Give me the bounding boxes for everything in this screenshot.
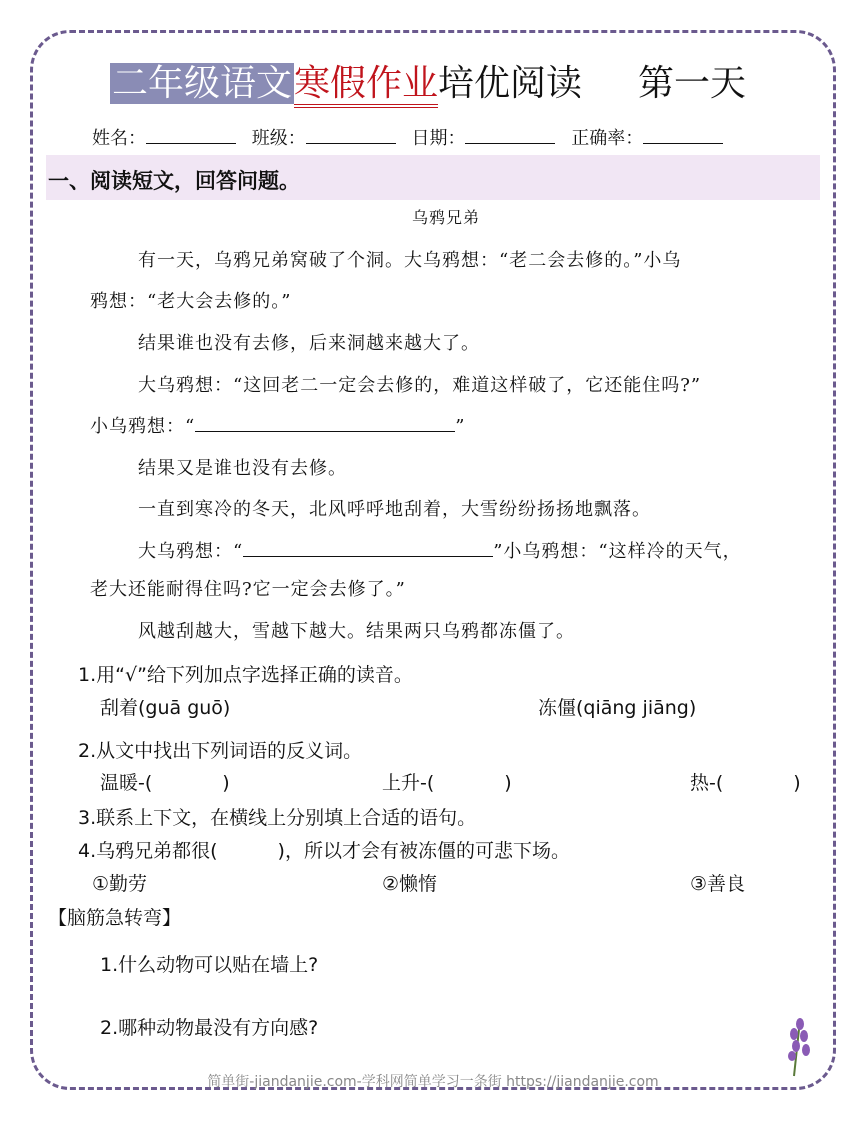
question-3: 3.联系上下文，在横线上分别填上合适的语句。 <box>78 807 477 829</box>
question-2: 2.从文中找出下列词语的反义词。 <box>78 740 363 762</box>
q4-option-1[interactable]: ①勤劳 <box>92 873 148 895</box>
passage-line: 老大还能耐得住吗?它一定会去修了。” <box>90 579 406 600</box>
q2-item-b[interactable]: 上升-( ) <box>382 772 512 794</box>
passage-line: 大乌鸦想：“这回老二一定会去修的，难道这样破了，它还能住吗?” <box>138 375 702 396</box>
passage-line: 一直到寒冷的冬天，北风呼呼地刮着，大雪纷纷扬扬地飘落。 <box>138 499 651 520</box>
q2-item-c[interactable]: 热-( ) <box>690 772 801 794</box>
answer-blank-2[interactable] <box>243 542 493 557</box>
passage-line: 小乌鸦想：“ ” <box>90 416 466 437</box>
passage-line: 有一天，乌鸦兄弟窝破了个洞。大乌鸦想：“老二会去修的。”小乌 <box>138 250 682 271</box>
date-field[interactable] <box>465 127 555 144</box>
passage-line: 风越刮越大，雪越下越大。结果两只乌鸦都冻僵了。 <box>138 621 575 642</box>
accuracy-field[interactable] <box>643 127 723 144</box>
passage-line: 大乌鸦想：“ ”小乌鸦想：“这样冷的天气， <box>138 541 742 562</box>
accuracy-label: 正确率： <box>571 128 644 149</box>
q4-option-2[interactable]: ②懒惰 <box>382 873 438 895</box>
info-row <box>92 124 723 150</box>
passage-line: 结果又是谁也没有去修。 <box>138 458 347 479</box>
question-1: 1.用“√”给下列加点字选择正确的读音。 <box>78 664 413 686</box>
brain-teaser-2: 2.哪种动物最没有方向感? <box>100 1017 319 1039</box>
q4-option-3[interactable]: ③善良 <box>690 873 746 895</box>
name-field[interactable] <box>146 127 236 144</box>
title-day: 第一天 <box>638 63 747 104</box>
q1-option-b[interactable]: 冻僵(qiāng jiāng) <box>538 697 697 719</box>
title-homework: 寒假作业 <box>294 63 438 108</box>
title-reading: 培优阅读 <box>438 63 583 104</box>
name-label: 姓名： <box>92 128 146 149</box>
q2-item-a[interactable]: 温暖-( ) <box>100 772 230 794</box>
passage-line: 鸦想：“老大会去修的。” <box>90 291 292 312</box>
brain-teaser-1: 1.什么动物可以贴在墙上? <box>100 954 319 976</box>
lavender-icon <box>780 1010 820 1080</box>
date-label: 日期： <box>411 128 466 149</box>
class-label: 班级： <box>251 128 306 149</box>
passage-line: 结果谁也没有去修，后来洞越来越大了。 <box>138 333 480 354</box>
q1-option-a[interactable]: 刮着(guā guō) <box>100 697 231 719</box>
footer-watermark: 简单街-jiandanjie.com-学科网简单学习一条街 https://jiandanjie.com <box>207 1074 659 1090</box>
section-heading: 一、阅读短文，回答问题。 <box>48 168 300 193</box>
page-title <box>110 55 746 106</box>
class-field[interactable] <box>306 127 396 144</box>
title-grade: 二年级语文 <box>112 63 293 104</box>
brain-teaser-heading: 【脑筋急转弯】 <box>48 907 182 929</box>
passage-title: 乌鸦兄弟 <box>412 208 481 227</box>
answer-blank-1[interactable] <box>195 417 455 432</box>
question-4: 4.乌鸦兄弟都很( )，所以才会有被冻僵的可悲下场。 <box>78 840 570 862</box>
